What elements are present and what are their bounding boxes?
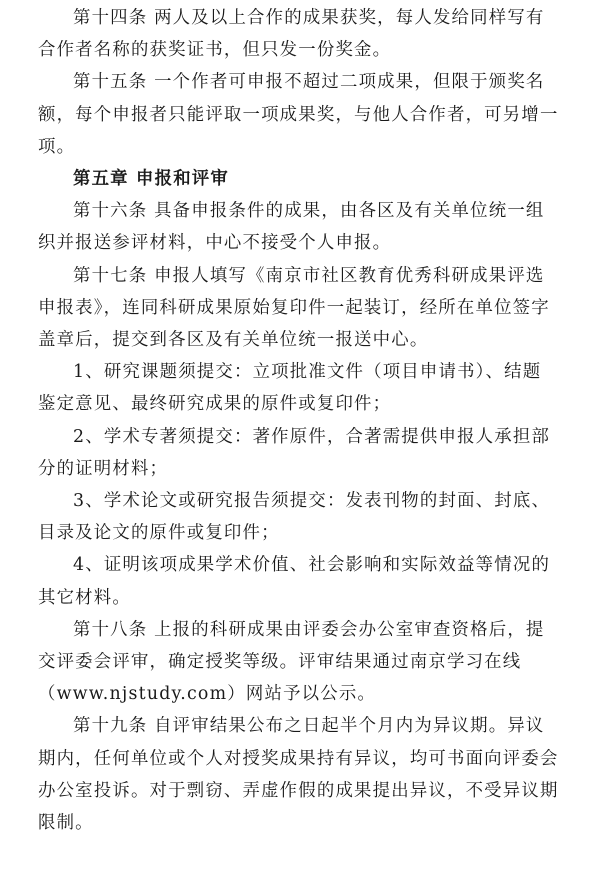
- article-17-line-3: 盖章后，提交到各区及有关单位统一报送中心。: [38, 330, 429, 351]
- article-15-line-1: 第十五条 一个作者可申报不超过二项成果，但限于颁奖名: [73, 72, 545, 93]
- list-item-3-line-1: 3、学术论文或研究报告须提交：发表刊物的封面、封底、: [73, 491, 551, 512]
- article-19-line-2: 期内，任何单位或个人对授奖成果持有异议，均可书面向评委会: [38, 748, 559, 769]
- article-19: [38, 710, 576, 839]
- article-14-line-1: 第十四条 两人及以上合作的成果获奖，每人发给同样写有: [73, 8, 545, 28]
- article-18: [38, 614, 576, 711]
- article-19-line-3: 办公室投诉。对于剽窃、弄虚作假的成果提出异议，不受异议期: [38, 780, 559, 801]
- article-15-line-3: 项。: [38, 136, 76, 157]
- list-item-1: [38, 356, 576, 420]
- article-19-line-1: 第十九条 自评审结果公布之日起半个月内为异议期。异议: [73, 716, 545, 737]
- article-15-line-2: 额，每个申报者只能评取一项成果奖，与他人合作者，可另增一: [38, 104, 559, 125]
- list-item-3: [38, 485, 576, 549]
- article-16: [38, 195, 576, 259]
- article-16-line-1: 第十六条 具备申报条件的成果，由各区及有关单位统一组: [73, 201, 545, 222]
- list-item-2: [38, 421, 576, 485]
- article-18-line-1: 第十八条 上报的科研成果由评委会办公室审查资格后，提: [73, 619, 545, 640]
- list-item-4: [38, 549, 576, 613]
- list-item-1-line-2: 鉴定意见、最终研究成果的原件或复印件；: [38, 394, 392, 415]
- chapter-5-heading: 第五章 申报和评审: [73, 169, 229, 190]
- article-16-line-2: 织并报送参评材料，中心不接受个人申报。: [38, 233, 392, 254]
- article-14: [38, 2, 576, 66]
- article-17-line-2: 申报表》，连同科研成果原始复印件一起装订，经所在单位签字: [38, 297, 550, 318]
- article-17-line-1: 第十七条 申报人填写《南京市社区教育优秀科研成果评选: [73, 265, 545, 286]
- article-18-line-3: （www.njstudy.com）网站予以公示。: [38, 684, 377, 705]
- list-item-1-line-1: 1、研究课题须提交：立项批准文件（项目申请书）、结题: [73, 362, 542, 383]
- list-item-4-line-1: 4、证明该项成果学术价值、社会影响和实际效益等情况的: [73, 555, 551, 576]
- article-17: [38, 260, 576, 357]
- list-item-2-line-2: 分的证明材料；: [38, 458, 169, 479]
- article-19-line-4: 限制。: [38, 813, 94, 834]
- list-item-2-line-1: 2、学术专著须提交：著作原件，合著需提供申报人承担部: [73, 426, 551, 447]
- article-15: [38, 66, 576, 163]
- article-18-line-2: 交评委会评审，确定授奖等级。评审结果通过南京学习在线: [38, 652, 522, 673]
- article-14-line-2: 合作者名称的获奖证书，但只发一份奖金。: [38, 40, 392, 61]
- list-item-4-line-2: 其它材料。: [38, 587, 131, 608]
- list-item-3-line-2: 目录及论文的原件或复印件；: [38, 523, 280, 544]
